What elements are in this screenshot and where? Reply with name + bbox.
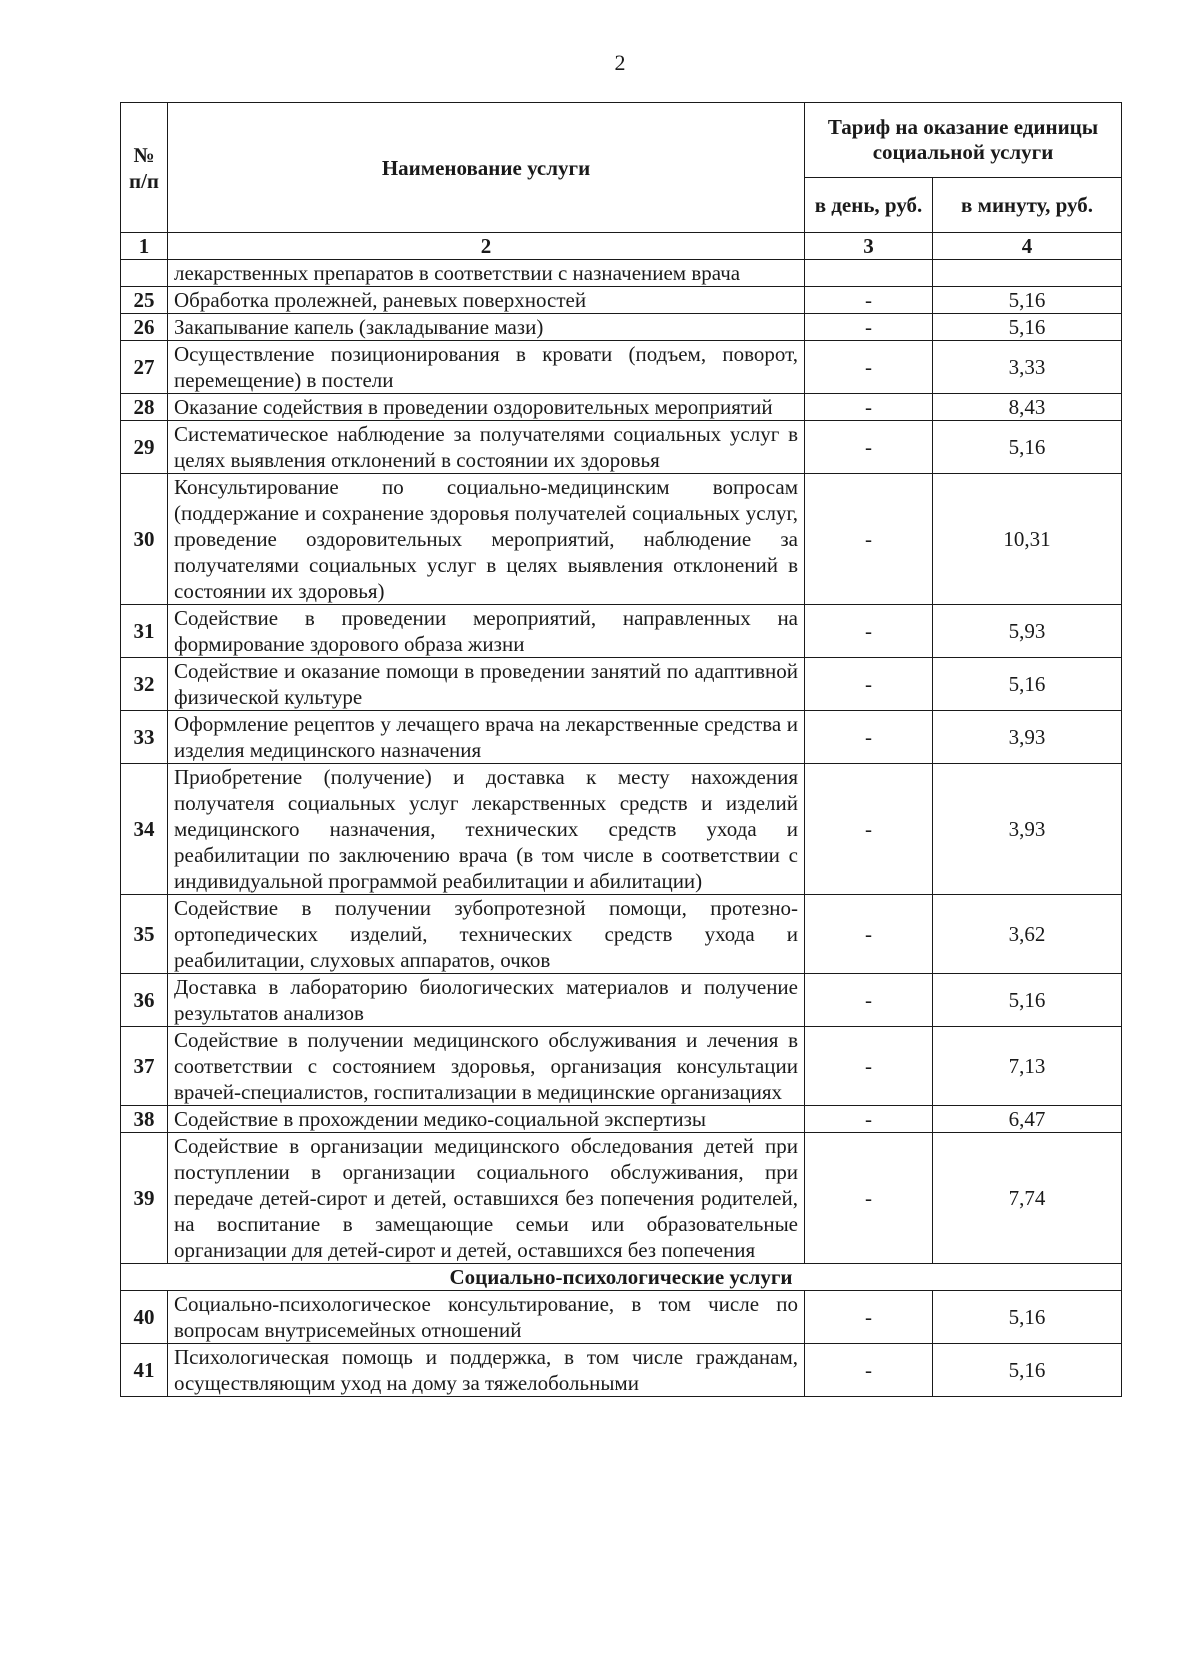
table-row bbox=[121, 287, 1122, 314]
service-name: Содействие в проведении мероприятий, направленных на формирование здорового образа жизни bbox=[168, 605, 805, 658]
header-row-top bbox=[121, 103, 1122, 178]
row-number: 28 bbox=[121, 394, 168, 421]
service-name: Содействие в получении зубопротезной помощи, протезно-ортопедических изделий, технических средств ухода и реабилитации, слуховых аппаратов, очков bbox=[168, 895, 805, 974]
row-number: 27 bbox=[121, 341, 168, 394]
tariff-per-minute: 3,33 bbox=[933, 341, 1122, 394]
row-number: 35 bbox=[121, 895, 168, 974]
table-row bbox=[121, 1027, 1122, 1106]
table-row bbox=[121, 314, 1122, 341]
service-name: Содействие в организации медицинского обследования детей при поступлении в организации социального обслуживания, при передаче детей-сирот и детей, оставшихся без попечения родителей, на воспитание в замещающие семьи или образовательные организации для детей-сирот и детей, оставшихся без попечения bbox=[168, 1133, 805, 1264]
row-number: 32 bbox=[121, 658, 168, 711]
tariff-per-minute: 5,16 bbox=[933, 658, 1122, 711]
column-index: 2 bbox=[168, 233, 805, 260]
row-number: 40 bbox=[121, 1291, 168, 1344]
row-number: 26 bbox=[121, 314, 168, 341]
table-row bbox=[121, 1133, 1122, 1264]
tariff-per-minute: 5,93 bbox=[933, 605, 1122, 658]
tariff-per-minute: 7,13 bbox=[933, 1027, 1122, 1106]
header-per-minute: в минуту, руб. bbox=[933, 178, 1122, 233]
service-name: Оформление рецептов у лечащего врача на лекарственные средства и изделия медицинского назначения bbox=[168, 711, 805, 764]
service-name: Социально-психологическое консультирование, в том числе по вопросам внутрисемейных отношений bbox=[168, 1291, 805, 1344]
tariff-per-day: - bbox=[805, 711, 933, 764]
tariff-per-day: - bbox=[805, 1106, 933, 1133]
tariff-per-day: - bbox=[805, 895, 933, 974]
table-row bbox=[121, 474, 1122, 605]
tariff-per-minute: 7,74 bbox=[933, 1133, 1122, 1264]
tariff-per-day: - bbox=[805, 474, 933, 605]
table-row bbox=[121, 658, 1122, 711]
tariff-per-day: - bbox=[805, 314, 933, 341]
tariff-per-minute: 5,16 bbox=[933, 314, 1122, 341]
row-number: 41 bbox=[121, 1344, 168, 1397]
table-row bbox=[121, 1344, 1122, 1397]
tariff-per-day: - bbox=[805, 658, 933, 711]
service-name: Содействие и оказание помощи в проведении занятий по адаптивной физической культуре bbox=[168, 658, 805, 711]
row-number: 25 bbox=[121, 287, 168, 314]
rows-psychological bbox=[121, 1291, 1122, 1397]
section-row bbox=[121, 1264, 1122, 1291]
section-title: Социально-психологические услуги bbox=[121, 1264, 1122, 1291]
service-name: Приобретение (получение) и доставка к месту нахождения получателя социальных услуг лекарственных средств и изделий медицинского назначения, технических средств ухода и реабилитации по заключению врача (в том числе в соответствии с индивидуальной программой реабилитации и абилитации) bbox=[168, 764, 805, 895]
column-index: 4 bbox=[933, 233, 1122, 260]
tariff-per-minute: 5,16 bbox=[933, 421, 1122, 474]
table-row bbox=[121, 1291, 1122, 1344]
tariff-per-day: - bbox=[805, 1344, 933, 1397]
service-name: Осуществление позиционирования в кровати (подъем, поворот, перемещение) в постели bbox=[168, 341, 805, 394]
service-name: Обработка пролежней, раневых поверхностей bbox=[168, 287, 805, 314]
table-row bbox=[121, 341, 1122, 394]
tariff-table bbox=[120, 102, 1122, 1397]
header-num: № п/п bbox=[121, 103, 168, 233]
tariff-per-day: - bbox=[805, 1027, 933, 1106]
tariff-per-minute: 3,93 bbox=[933, 764, 1122, 895]
row-number: 34 bbox=[121, 764, 168, 895]
column-index: 1 bbox=[121, 233, 168, 260]
service-name: Систематическое наблюдение за получателями социальных услуг в целях выявления отклонений в состоянии их здоровья bbox=[168, 421, 805, 474]
table-row bbox=[121, 421, 1122, 474]
page-number: 2 bbox=[614, 50, 626, 75]
tariff-per-day: - bbox=[805, 287, 933, 314]
continuation-text: лекарственных препаратов в соответствии с назначением врача bbox=[168, 260, 805, 287]
header-name: Наименование услуги bbox=[168, 103, 805, 233]
row-number: 37 bbox=[121, 1027, 168, 1106]
rows-medical bbox=[121, 260, 1122, 1264]
table-row bbox=[121, 895, 1122, 974]
row-number: 29 bbox=[121, 421, 168, 474]
tariff-per-minute: 10,31 bbox=[933, 474, 1122, 605]
table-row bbox=[121, 974, 1122, 1027]
table-row bbox=[121, 1106, 1122, 1133]
tariff-per-day: - bbox=[805, 421, 933, 474]
tariff-per-day: - bbox=[805, 1291, 933, 1344]
tariff-per-minute: 5,16 bbox=[933, 287, 1122, 314]
section-header bbox=[121, 1264, 1122, 1291]
header-tariff: Тариф на оказание единицы социальной услуги bbox=[805, 103, 1122, 178]
row-number: 36 bbox=[121, 974, 168, 1027]
tariff-per-minute: 6,47 bbox=[933, 1106, 1122, 1133]
column-index: 3 bbox=[805, 233, 933, 260]
tariff-per-minute: 3,93 bbox=[933, 711, 1122, 764]
tariff-per-day: - bbox=[805, 1133, 933, 1264]
row-number: 30 bbox=[121, 474, 168, 605]
tariff-per-minute: 5,16 bbox=[933, 974, 1122, 1027]
service-name: Содействие в прохождении медико-социальной экспертизы bbox=[168, 1106, 805, 1133]
tariff-per-minute: 5,16 bbox=[933, 1291, 1122, 1344]
tariff-per-day: - bbox=[805, 341, 933, 394]
tariff-per-minute: 3,62 bbox=[933, 895, 1122, 974]
service-name: Психологическая помощь и поддержка, в том числе гражданам, осуществляющим уход на дому за тяжелобольными bbox=[168, 1344, 805, 1397]
service-name: Содействие в получении медицинского обслуживания и лечения в соответствии с состоянием здоровья, организация консультации врачей-специалистов, госпитализации в медицинские организациях bbox=[168, 1027, 805, 1106]
table-row bbox=[121, 394, 1122, 421]
table-row bbox=[121, 711, 1122, 764]
row-number: 39 bbox=[121, 1133, 168, 1264]
service-name: Консультирование по социально-медицинским вопросам (поддержание и сохранение здоровья получателей социальных услуг, проведение оздоровительных мероприятий, наблюдение за получателями социальных услуг в целях выявления отклонений в состоянии их здоровья) bbox=[168, 474, 805, 605]
row-number: 31 bbox=[121, 605, 168, 658]
column-index-row bbox=[121, 233, 1122, 260]
table-row bbox=[121, 764, 1122, 895]
tariff-per-minute: 8,43 bbox=[933, 394, 1122, 421]
tariff-per-day: - bbox=[805, 974, 933, 1027]
row-number: 33 bbox=[121, 711, 168, 764]
table-row bbox=[121, 605, 1122, 658]
header-per-day: в день, руб. bbox=[805, 178, 933, 233]
service-name: Закапывание капель (закладывание мази) bbox=[168, 314, 805, 341]
tariff-per-minute: 5,16 bbox=[933, 1344, 1122, 1397]
row-number: 38 bbox=[121, 1106, 168, 1133]
service-name: Доставка в лабораторию биологических материалов и получение результатов анализов bbox=[168, 974, 805, 1027]
continuation-row bbox=[121, 260, 1122, 287]
tariff-per-day: - bbox=[805, 764, 933, 895]
tariff-per-day: - bbox=[805, 605, 933, 658]
tariff-per-day: - bbox=[805, 394, 933, 421]
service-name: Оказание содействия в проведении оздоровительных мероприятий bbox=[168, 394, 805, 421]
